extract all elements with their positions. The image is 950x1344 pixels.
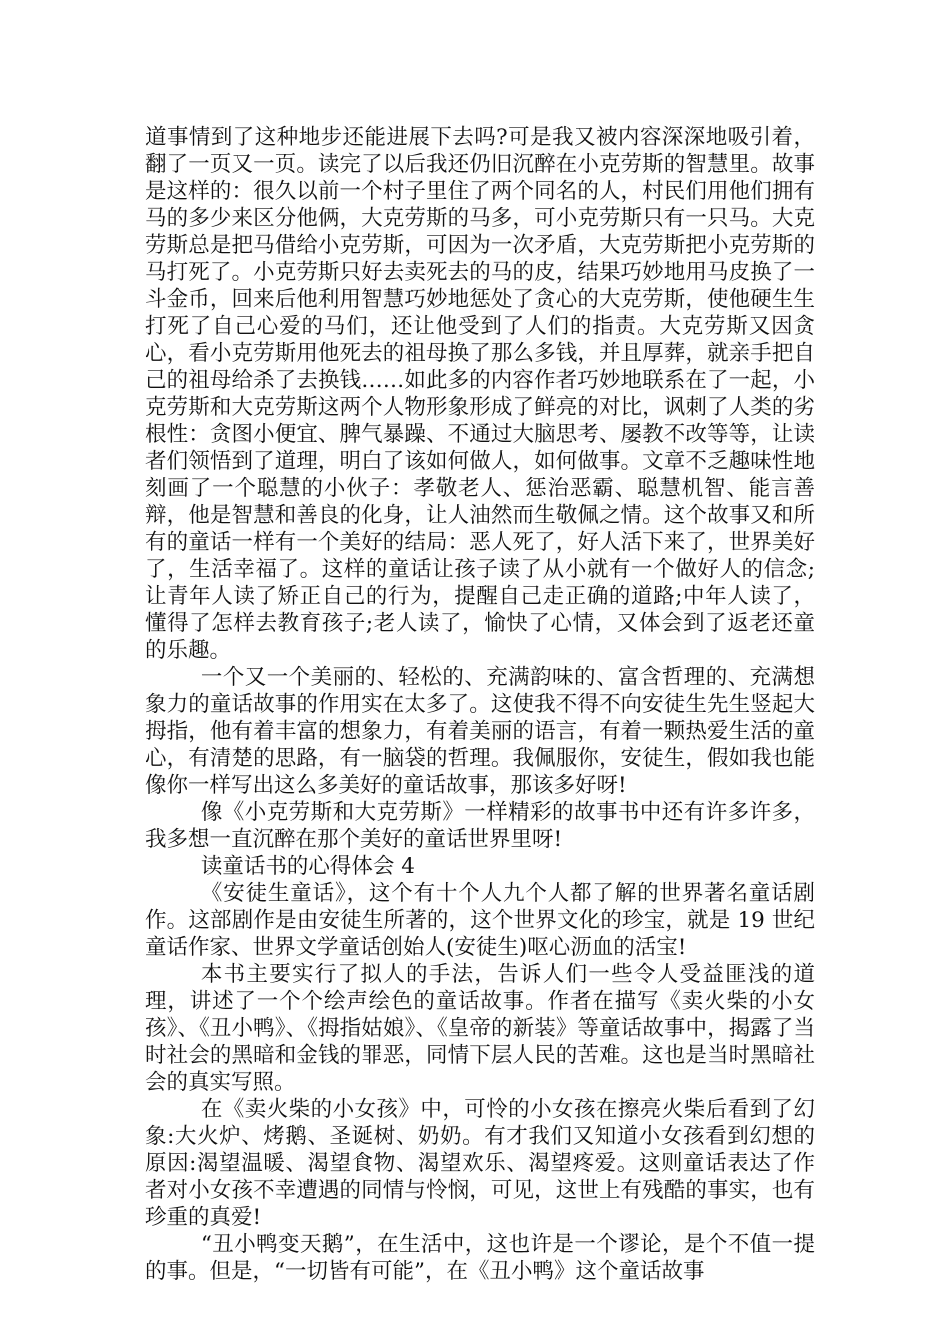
paragraph-ugly-duckling: “丑小鸭变天鹅”，在生活中，这也许是一个谬论，是个不值一提的事。但是，“一切皆有可能”，在《丑小鸭》这个童话故事 (145, 1232, 815, 1284)
document-body (145, 124, 815, 1285)
paragraph-praise-andersen: 一个又一个美丽的、轻松的、充满韵味的、富含哲理的、充满想象力的童话故事的作用实在太多了。这使我不得不向安徒生先生竖起大拇指，他有着丰富的想象力，有着美丽的语言，有着一颗热爱生活的童心，有清楚的思路，有一脑袋的哲理。我佩服你，安徒生，假如我也能像你一样写出这么多美好的童话故事，那该多好呀! (145, 665, 815, 798)
paragraph-match-girl: 在《卖火柴的小女孩》中，可怜的小女孩在擦亮火柴后看到了幻象:大火炉、烤鹅、圣诞树、奶奶。有才我们又知道小女孩看到幻想的原因:渴望温暖、渴望食物、渴望欢乐、渴望疼爱。这则童话表达了作者对小女孩不幸遭遇的同情与怜悯，可见，这世上有残酷的事实，也有珍重的真爱! (145, 1097, 815, 1230)
paragraph-intro-andersen: 《安徒生童话》，这个有十个人九个人都了解的世界著名童话剧作。这部剧作是由安徒生所著的，这个世界文化的珍宝，就是 19 世纪童话作家、世界文学童话创始人(安徒生)呕心沥血的活宝! (145, 881, 815, 960)
paragraph-wish: 像《小克劳斯和大克劳斯》一样精彩的故事书中还有许多许多，我多想一直沉醉在那个美好的童话世界里呀! (145, 800, 815, 852)
section-heading: 读童话书的心得体会 4 (200, 854, 415, 879)
paragraph-story-summary: 道事情到了这种地步还能进展下去吗?可是我又被内容深深地吸引着，翻了一页又一页。读完了以后我还仍旧沉醉在小克劳斯的智慧里。故事是这样的：很久以前一个村子里住了两个同名的人，村民们用他们拥有马的多少来区分他俩，大克劳斯的马多，可小克劳斯只有一只马。大克劳斯总是把马借给小克劳斯，可因为一次矛盾，大克劳斯把小克劳斯的马打死了。小克劳斯只好去卖死去的马的皮，结果巧妙地用马皮换了一斗金币，回来后他利用智慧巧妙地惩处了贪心的大克劳斯，使他硬生生打死了自己心爱的马们，还让他受到了人们的指责。大克劳斯又因贪心，看小克劳斯用他死去的祖母换了那么多钱，并且厚葬，就亲手把自己的祖母给杀了去换钱……如此多的内容作者巧妙地联系在了一起，小克劳斯和大克劳斯这两个人物形象形成了鲜亮的对比，讽刺了人类的劣根性：贪图小便宜、脾气暴躁、不通过大脑思考、屡教不改等等，让读者们领悟到了道理，明白了该如何做人，如何做事。文章不乏趣味性地刻画了一个聪慧的小伙子：孝敬老人、惩治恶霸、聪慧机智、能言善辩，他是智慧和善良的化身，让人油然而生敬佩之情。这个故事又和所有的童话一样有一个美好的结局：恶人死了，好人活下来了，世界美好了，生活幸福了。这样的童话让孩子读了从小就有一个做好人的信念;让青年人读了矫正自己的行为，提醒自己走正确的道路;中年人读了，懂得了怎样去教育孩子;老人读了，愉快了心情，又体会到了返老还童的乐趣。 (145, 125, 815, 663)
paragraph-book-technique: 本书主要实行了拟人的手法，告诉人们一些令人受益匪浅的道理，讲述了一个个绘声绘色的童话故事。作者在描写《卖火柴的小女孩》、《丑小鸭》、《拇指姑娘》、《皇帝的新装》等童话故事中，揭露了当时社会的黑暗和金钱的罪恶，同情下层人民的苦难。这也是当时黑暗社会的真实写照。 (145, 962, 815, 1095)
